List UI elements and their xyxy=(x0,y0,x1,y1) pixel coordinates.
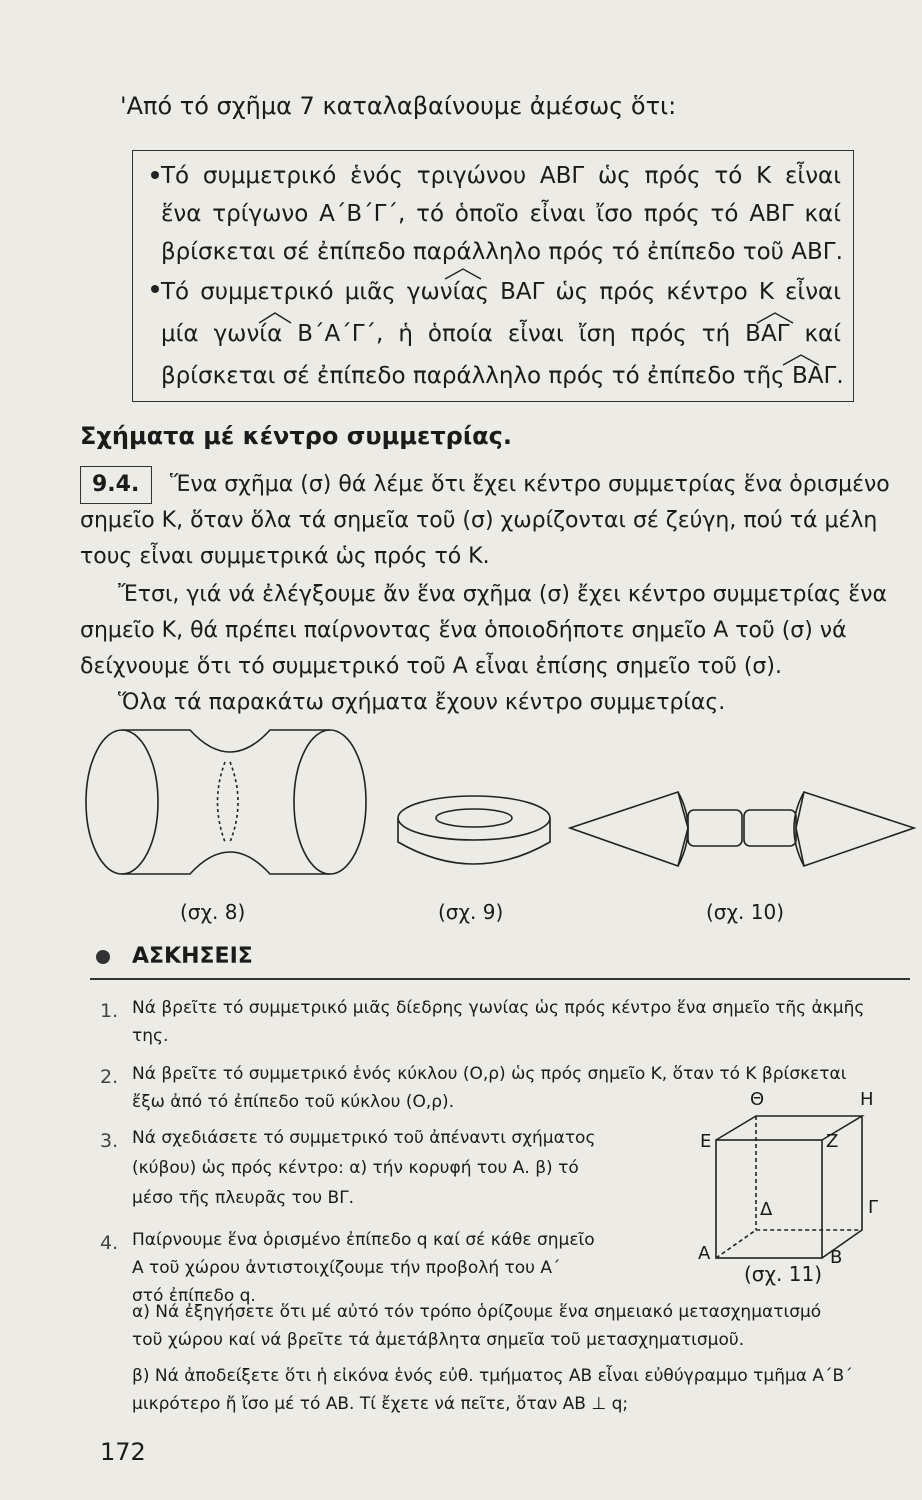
section-line: Ὅλα τά παρακάτω σχήματα ἔχουν κέντρο συμμετρίας. xyxy=(118,690,726,715)
exercise-line: Α τοῦ χώρου ἀντιστοιχίζουμε τήν προβολή του Α΄ xyxy=(132,1258,561,1278)
figure-9-caption: (σχ. 9) xyxy=(438,900,504,924)
statement-line: Τό συμμετρικό ἑνός τριγώνου ΑΒΓ ὡς πρός τό Κ εἶναι xyxy=(161,163,841,189)
figure-11-caption: (σχ. 11) xyxy=(744,1262,822,1286)
exercise-line: (κύβου) ὡς πρός κέντρο: α) τήν κορυφή του Α. β) τό xyxy=(132,1158,579,1178)
subquestion-line: τοῦ χώρου καί νά βρεῖτε τά ἀμετάβλητα σημεῖα τοῦ μετασχηματισμοῦ. xyxy=(132,1330,745,1350)
section-number: 9.4. xyxy=(92,472,140,497)
intro-line: 'Από τό σχῆμα 7 καταλαβαίνουμε ἀμέσως ὅτι: xyxy=(120,92,677,120)
cube-label: Γ xyxy=(868,1197,879,1218)
exercise-line: Παίρνουμε ἕνα ὁρισμένο ἐπίπεδο q καί σέ κάθε σημεῖο xyxy=(132,1230,595,1250)
section-line: τους εἶναι συμμετρικά ὡς πρός τό Κ. xyxy=(80,544,490,569)
figure-8-drawing xyxy=(80,722,380,902)
exercise-line: Νά βρεῖτε τό συμμετρικό ἑνός κύκλου (Ο,ρ) ὡς πρός σημεῖο Κ, ὅταν τό Κ βρίσκεται xyxy=(132,1064,847,1084)
angle-hat-marks xyxy=(133,151,853,401)
cube-label: Ε xyxy=(700,1131,712,1152)
cube-label: Ζ xyxy=(826,1131,839,1152)
exercise-line: μέσο τῆς πλευρᾶς του ΒΓ. xyxy=(132,1188,355,1208)
exercise-line: στό ἐπίπεδο q. xyxy=(132,1286,256,1306)
section-line: σημεῖο Κ, ὅταν ὅλα τά σημεῖα τοῦ (σ) χωρίζονται σέ ζεύγη, πού τά μέλη xyxy=(80,508,878,533)
statement-line: Τό συμμετρικό μιᾶς γωνίας ΒΑΓ ὡς πρός κέντρο Κ εἶναι xyxy=(161,279,841,305)
subquestion-line: β) Νά ἀποδείξετε ὅτι ἡ εἰκόνα ἑνός εὐθ. τμήματος ΑΒ εἶναι εὐθύγραμμο τμῆμα Α΄Β΄ xyxy=(132,1366,853,1386)
cube-label: Θ xyxy=(750,1089,765,1110)
cube-label: Α xyxy=(698,1243,711,1264)
exercise-number: 4. xyxy=(100,1232,119,1254)
section-title: Σχήματα μέ κέντρο συμμετρίας. xyxy=(80,422,512,450)
statement-line: ἕνα τρίγωνο Α΄Β΄Γ΄, τό ὁποῖο εἶναι ἴσο πρός τό ΑΒΓ καί xyxy=(161,201,841,227)
divider xyxy=(90,978,910,980)
section-line: σημεῖο Κ, θά πρέπει παίρνοντας ἕνα ὁποιοδήποτε σημεῖο Α τοῦ (σ) νά xyxy=(80,618,847,643)
figure-8-caption: (σχ. 8) xyxy=(180,900,246,924)
bullet-icon xyxy=(96,950,110,964)
exercise-number: 3. xyxy=(100,1130,119,1152)
subquestion-line: μικρότερο ἤ ἴσο μέ τό ΑΒ. Τί ἔχετε νά πεῖτε, ὅταν ΑΒ ⊥ q; xyxy=(132,1394,629,1414)
section-line: Ἕνα σχῆμα (σ) θά λέμε ὅτι ἔχει κέντρο συμμετρίας ἕνα ὁρισμένο xyxy=(170,472,890,497)
summary-box xyxy=(132,150,854,402)
exercise-line: Νά σχεδιάσετε τό συμμετρικό τοῦ ἀπέναντι σχήματος xyxy=(132,1128,596,1148)
exercise-line: ἔξω ἀπό τό ἐπίπεδο τοῦ κύκλου (Ο,ρ). xyxy=(132,1092,455,1112)
section-line: δείχνουμε ὅτι τό συμμετρικό τοῦ Α εἶναι ἐπίσης σημεῖο τοῦ (σ). xyxy=(80,654,782,679)
exercise-line: Νά βρεῖτε τό συμμετρικό μιᾶς δίεδρης γωνίας ὡς πρός κέντρο ἕνα σημεῖο τῆς ἀκμῆς xyxy=(132,998,865,1018)
statement-line: βρίσκεται σέ ἐπίπεδο παράλληλο πρός τό ἐπίπεδο τῆς ΒΑΓ. xyxy=(161,363,844,389)
figure-10-drawing xyxy=(566,770,918,890)
figure-9-drawing xyxy=(392,790,562,880)
exercise-number: 1. xyxy=(100,1000,119,1022)
cube-label: Β xyxy=(830,1247,843,1268)
exercise-number: 2. xyxy=(100,1066,119,1088)
exercise-line: της. xyxy=(132,1026,169,1046)
subquestion-line: α) Νά ἐξηγήσετε ὅτι μέ αὐτό τόν τρόπο ὁρίζουμε ἕνα σημειακό μετασχηματισμό xyxy=(132,1302,822,1322)
exercises-heading: ΑΣΚΗΣΕΙΣ xyxy=(132,944,253,969)
cube-label: Δ xyxy=(760,1199,773,1220)
statement-line: μία γωνία Β΄Α΄Γ΄, ἡ ὁποία εἶναι ἴση πρός τή ΒΑΓ καί xyxy=(161,321,841,347)
figure-10-caption: (σχ. 10) xyxy=(706,900,784,924)
statement-line: βρίσκεται σέ ἐπίπεδο παράλληλο πρός τό ἐπίπεδο τοῦ ΑΒΓ. xyxy=(161,239,843,265)
section-line: Ἔτσι, γιά νά ἐλέγξουμε ἄν ἕνα σχῆμα (σ) ἔχει κέντρο συμμετρίας ἕνα xyxy=(118,582,887,607)
figure-11-cube xyxy=(696,1110,896,1276)
page-number: 172 xyxy=(100,1438,146,1466)
cube-label: Η xyxy=(860,1089,874,1110)
